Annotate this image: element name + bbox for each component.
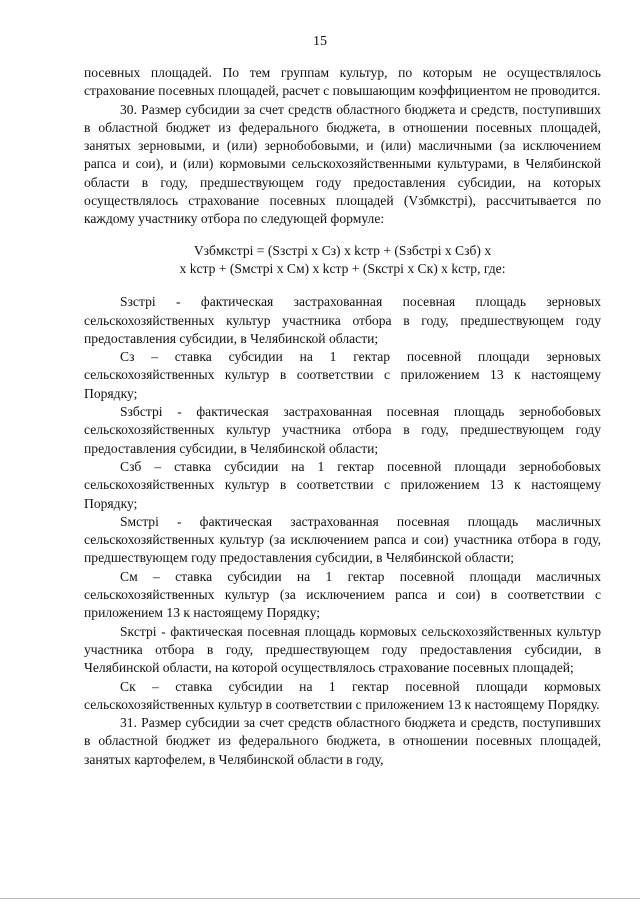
definition-s-zstr: Sзстрi - фактическая застрахованная посевная площадь зерновых сельскохозяйственных культур участника отбора в году, предшествующем году предоставления субсидии, в Челябинской области; xyxy=(84,294,601,346)
definition-s-kstr: Sкстрi - фактическая посевная площадь кормовых сельскохозяйственных культур участника отбора в году, предшествующем году предоставления субсидии, в Челябинской области, на которой осуществлялось страхование посевных площадей; xyxy=(84,623,601,676)
definition-c-zb: Сзб – ставка субсидии на 1 гектар посевной площади зернобобовых сельскохозяйственных культур в соответствии с приложением 13 к настоящему Порядку; xyxy=(84,458,601,511)
page-bottom-edge xyxy=(0,898,640,899)
formula-block xyxy=(84,242,601,279)
formula-line-1: Vзбмкстрi = (Sзстрi x Сз) x kстр + (Sзбстрi x Сзб) x xyxy=(193,242,492,258)
definition-c-z: Сз – ставка субсидии на 1 гектар посевной площади зерновых сельскохозяйственных культур в соответствии с приложением 13 к настоящему Порядку; xyxy=(84,349,601,401)
paragraph-30: 30. Размер субсидии за счет средств областного бюджета и средств, поступивших в областной бюджет из федерального бюджета, в отношении посевных площадей, занятых зерновыми, и (или) зернобобовыми, и (или) масличными (за исключением рапса и сои), и (или) кормовыми сельскохозяйственными культурами, в Челябинской области в году, предшествующем году предоставления субсидии, на которых осуществлялось страхование посевных площадей (Vзбмкстрi), рассчитывается по каждому участнику отбора по следующей формуле: xyxy=(84,101,601,227)
definition-s-mstr: Sмстрi - фактическая застрахованная посевная площадь масличных сельскохозяйственных культур (за исключением рапса и сои) участника отбора в году, предшествующем году предоставления субсидии, в Челябинской области; xyxy=(84,513,601,566)
definition-c-m: См – ставка субсидии на 1 гектар посевной площади масличных сельскохозяйственных культур (за исключением рапса и сои) в соответствии с приложением 13 к настоящему Порядку; xyxy=(84,568,601,621)
definition-s-zbstr: Sзбстрi - фактическая застрахованная посевная площадь зернобобовых сельскохозяйственных культур участника отбора в году, предшествующем году предоставления субсидии, в Челябинской области; xyxy=(84,404,601,456)
paragraph-31: 31. Размер субсидии за счет средств областного бюджета и средств, поступивших в областной бюджет из федерального бюджета, в отношении посевных площадей, занятых картофелем, в Челябинской области в году, xyxy=(84,715,601,767)
formula-line-2: x kстр + (Sмстрi x См) x kстр + (Sкстрi x Ск) x kстр, где: xyxy=(179,260,506,276)
document-body xyxy=(84,64,601,769)
paragraph-continuation: посевных площадей. По тем группам культур, по которым не осуществлялось страхование посевных площадей, расчет с повышающим коэффициентом не проводится. xyxy=(84,65,601,99)
definition-c-k: Ск – ставка субсидии на 1 гектар посевной площади кормовых сельскохозяйственных культур в соответствии с приложением 13 к настоящему Порядку. xyxy=(84,678,601,712)
page-number: 15 xyxy=(313,34,327,49)
